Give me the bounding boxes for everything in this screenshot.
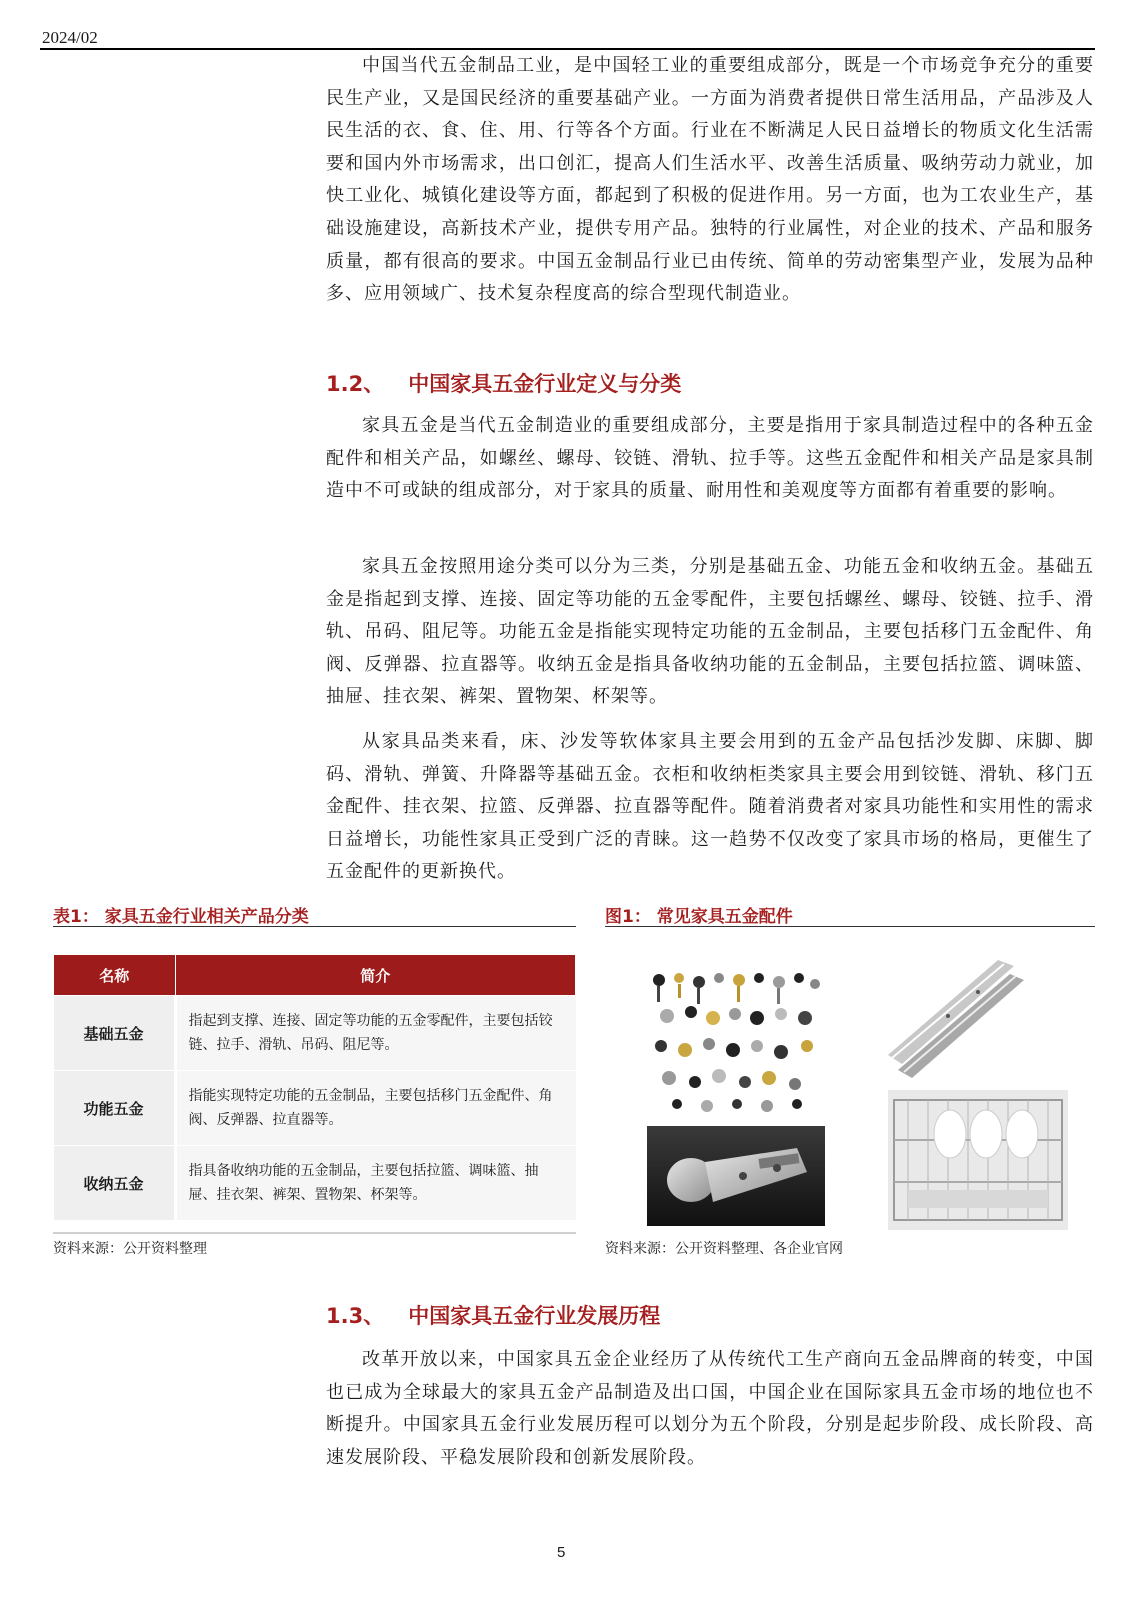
definition-paragraph: 家具五金是当代五金制造业的重要组成部分，主要是指用于家具制造过程中的各种五金配件和相关产品，如螺丝、螺母、铰链、滑轨、拉手等。这些五金配件和相关产品是家具制造中不可或缺的组成部分，对于家具的质量、耐用性和美观度等方面都有着重要的影响。 <box>326 415 1094 502</box>
intro-paragraph: 中国当代五金制品工业，是中国轻工业的重要组成部分，既是一个市场竞争充分的重要民生产业，又是国民经济的重要基础产业。一方面为消费者提供日常生活用品，产品涉及人民生活的衣、食、住、用、行等各个方面。行业在不断满足人民日益增长的物质文化生活需要和国内外市场需求，出口创汇，提高人们生活水平、改善生活质量、吸纳劳动力就业，加快工业化、城镇化建设等方面，都起到了积极的促进作用。另一方面，也为工农业生产，基础设施建设，高新技术产业，提供专用产品。独特的行业属性，对企业的技术、产品和服务质量，都有很高的要求。中国五金制品行业已由传统、简单的劳动密集型产业，发展为品种多、应用领域广、技术复杂程度高的综合型现代制造业。 <box>326 55 1094 305</box>
table-row <box>54 1146 576 1221</box>
report-date: 2024/02 <box>42 28 98 47</box>
row-name: 基础五金 <box>54 996 176 1071</box>
table-caption-rule <box>53 926 576 927</box>
section-title: 中国家具五金行业发展历程 <box>408 1304 661 1328</box>
classification-paragraph: 家具五金按照用途分类可以分为三类，分别是基础五金、功能五金和收纳五金。基础五金是指起到支撑、连接、固定等功能的五金零配件，主要包括螺丝、螺母、铰链、拉手、滑轨、吊码、阻尼等。功能五金是指能实现特定功能的五金制品，主要包括移门五金配件、角阀、反弹器、拉直器等。收纳五金是指具备收纳功能的五金制品，主要包括拉篮、调味篮、抽屉、挂衣架、裤架、置物架、杯架等。 <box>326 556 1094 708</box>
figure-source-note: 资料来源：公开资料整理、各企业官网 <box>605 1241 843 1257</box>
screws-photo <box>647 968 825 1114</box>
figure-caption-rule <box>605 926 1095 927</box>
development-paragraph: 改革开放以来，中国家具五金企业经历了从传统代工生产商向五金品牌商的转变，中国也已成为全球最大的家具五金产品制造及出口国，中国企业在国际家具五金市场的地位也不断提升。中国家具五金行业发展历程可以划分为五个阶段，分别是起步阶段、成长阶段、高速发展阶段、平稳发展阶段和创新发展阶段。 <box>326 1349 1094 1468</box>
page-number: 5 <box>557 1544 566 1561</box>
furniture-category-paragraph: 从家具品类来看，床、沙发等软体家具主要会用到的五金产品包括沙发脚、床脚、脚码、滑轨、弹簧、升降器等基础五金。衣柜和收纳柜类家具主要会用到铰链、滑轨、移门五金配件、挂衣架、拉篮、反弹器、拉直器等配件。随着消费者对家具功能性和实用性的需求日益增长，功能性家具正受到广泛的青睐。这一趋势不仅改变了家具市场的格局，更催生了五金配件的更新换代。 <box>326 731 1094 883</box>
table-header-desc: 简介 <box>175 955 576 996</box>
table-caption: 表1： 家具五金行业相关产品分类 <box>53 907 309 927</box>
hinge-photo <box>647 1126 825 1226</box>
section-title: 中国家具五金行业定义与分类 <box>408 372 682 396</box>
table-row <box>54 1071 576 1146</box>
product-category-table <box>53 954 576 1221</box>
table-bottom-rule <box>53 1232 576 1234</box>
row-desc: 指具备收纳功能的五金制品，主要包括拉篮、调味篮、抽屉、挂衣架、裤架、置物架、杯架等。 <box>175 1146 576 1221</box>
section-heading-1-3 <box>326 1300 660 1330</box>
row-name: 收纳五金 <box>54 1146 176 1221</box>
section-heading-1-2 <box>326 368 681 398</box>
table-header-name: 名称 <box>54 955 176 996</box>
figure-caption: 图1： 常见家具五金配件 <box>605 907 793 927</box>
slide-rail-photo <box>888 960 1028 1080</box>
table-row <box>54 996 576 1071</box>
pull-basket-photo <box>888 1090 1068 1230</box>
row-name: 功能五金 <box>54 1071 176 1146</box>
section-number: 1.3、 <box>326 1304 385 1328</box>
section-number: 1.2、 <box>326 372 385 396</box>
row-desc: 指起到支撑、连接、固定等功能的五金零配件，主要包括铰链、拉手、滑轨、吊码、阻尼等。 <box>175 996 576 1071</box>
row-desc: 指能实现特定功能的五金制品，主要包括移门五金配件、角阀、反弹器、拉直器等。 <box>175 1071 576 1146</box>
table-source-note: 资料来源：公开资料整理 <box>53 1241 207 1257</box>
